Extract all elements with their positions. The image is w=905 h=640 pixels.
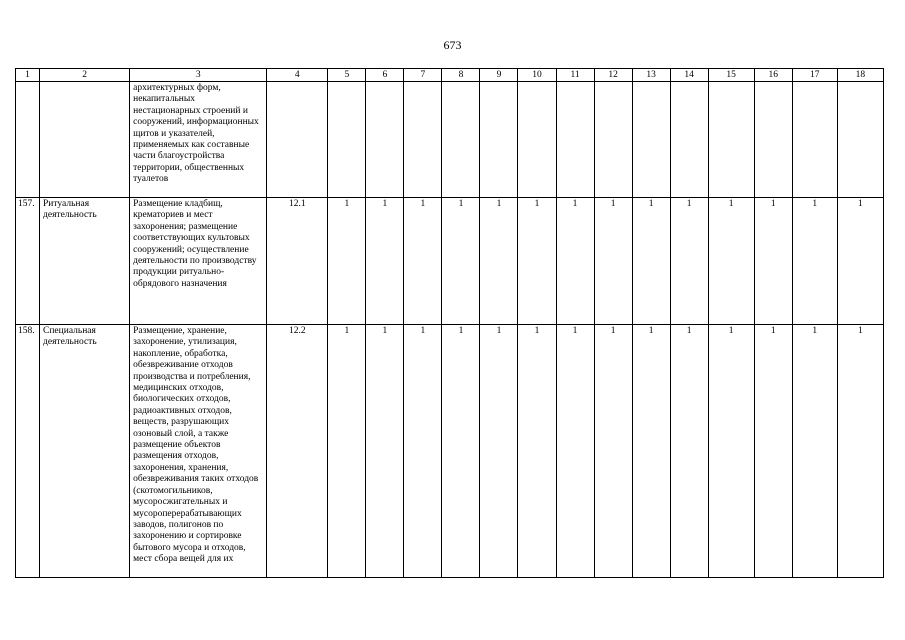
column-header: 10 xyxy=(518,69,556,82)
row-value: 1 xyxy=(792,325,837,578)
land-use-table xyxy=(15,68,884,578)
row-code: 12.2 xyxy=(267,325,328,578)
row-number: 157. xyxy=(16,198,40,325)
row-value xyxy=(404,82,442,198)
row-value: 1 xyxy=(632,198,670,325)
row-description: Размещение, хранение, захоронение, утилизация, накопление, обработка, обезвреживание отходов производства и потребления, медицинских отходов, биологических отходов, радиоактивных отходов, веществ, разрушающих озоновый слой, а также размещение объектов размещения отходов, захоронения, хранения, обезвреживания таких отходов (скотомогильников, мусоросжигательных и мусороперерабатывающих заводов, полигонов по захоронению и сортировке бытового мусора и отходов, мест сбора вещей для их xyxy=(130,325,267,578)
row-name: Специальная деятельность xyxy=(40,325,130,578)
page-number: 673 xyxy=(443,38,462,52)
column-header: 5 xyxy=(328,69,366,82)
row-value: 1 xyxy=(708,325,754,578)
row-value xyxy=(480,82,518,198)
row-value: 1 xyxy=(328,198,366,325)
row-value: 1 xyxy=(366,325,404,578)
column-number-row xyxy=(16,69,884,82)
row-value: 1 xyxy=(328,325,366,578)
row-name: Ритуальная деятельность xyxy=(40,198,130,325)
row-number xyxy=(16,82,40,198)
column-header: 2 xyxy=(40,69,130,82)
column-header: 3 xyxy=(130,69,267,82)
column-header: 8 xyxy=(442,69,480,82)
row-value: 1 xyxy=(404,325,442,578)
row-value: 1 xyxy=(556,198,594,325)
row-value: 1 xyxy=(480,198,518,325)
row-value: 1 xyxy=(556,325,594,578)
row-value: 1 xyxy=(366,198,404,325)
column-header: 6 xyxy=(366,69,404,82)
row-value: 1 xyxy=(594,198,632,325)
row-value: 1 xyxy=(837,198,883,325)
row-value: 1 xyxy=(754,325,792,578)
row-name xyxy=(40,82,130,198)
row-value: 1 xyxy=(708,198,754,325)
column-header: 14 xyxy=(670,69,708,82)
column-header: 13 xyxy=(632,69,670,82)
row-value: 1 xyxy=(442,325,480,578)
row-value: 1 xyxy=(632,325,670,578)
row-value: 1 xyxy=(670,198,708,325)
table-row xyxy=(16,325,884,578)
row-value: 1 xyxy=(837,325,883,578)
row-value xyxy=(670,82,708,198)
row-value xyxy=(837,82,883,198)
row-value xyxy=(754,82,792,198)
column-header: 7 xyxy=(404,69,442,82)
row-value xyxy=(328,82,366,198)
row-description: Размещение кладбищ, крематориев и мест захоронения; размещение соответствующих культовых сооружений; осуществление деятельности по производству продукции ритуально-обрядового назначения xyxy=(130,198,267,325)
row-value xyxy=(632,82,670,198)
row-value xyxy=(594,82,632,198)
row-value: 1 xyxy=(670,325,708,578)
column-header: 4 xyxy=(267,69,328,82)
row-code: 12.1 xyxy=(267,198,328,325)
row-description: архитектурных форм, некапитальных нестационарных строений и сооружений, информационных щитов и указателей, применяемых как составные части благоустройства территории, общественных туалетов xyxy=(130,82,267,198)
row-value xyxy=(366,82,404,198)
column-header: 11 xyxy=(556,69,594,82)
row-value xyxy=(518,82,556,198)
table-row xyxy=(16,82,884,198)
row-value xyxy=(708,82,754,198)
column-header: 15 xyxy=(708,69,754,82)
table-row xyxy=(16,198,884,325)
row-value xyxy=(792,82,837,198)
column-header: 17 xyxy=(792,69,837,82)
row-value: 1 xyxy=(518,198,556,325)
row-value: 1 xyxy=(594,325,632,578)
row-number: 158. xyxy=(16,325,40,578)
row-value xyxy=(556,82,594,198)
row-value: 1 xyxy=(480,325,518,578)
row-code xyxy=(267,82,328,198)
row-value: 1 xyxy=(754,198,792,325)
row-value: 1 xyxy=(518,325,556,578)
column-header: 18 xyxy=(837,69,883,82)
column-header: 16 xyxy=(754,69,792,82)
row-value: 1 xyxy=(404,198,442,325)
row-value: 1 xyxy=(442,198,480,325)
row-value: 1 xyxy=(792,198,837,325)
row-value xyxy=(442,82,480,198)
column-header: 12 xyxy=(594,69,632,82)
column-header: 9 xyxy=(480,69,518,82)
column-header: 1 xyxy=(16,69,40,82)
